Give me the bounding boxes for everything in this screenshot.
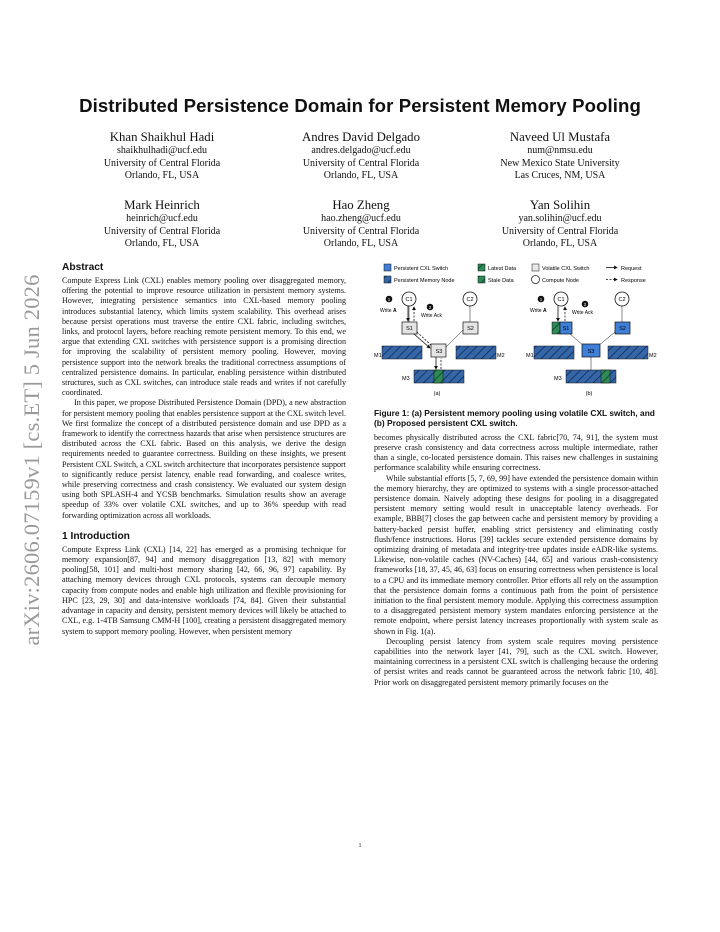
label-c1: C1: [557, 297, 565, 303]
author-location: Orlando, FL, USA: [323, 170, 399, 182]
write-ack-label: Write Ack: [421, 313, 443, 319]
author-affiliation: University of Central Florida: [302, 225, 420, 237]
step-2-label: 2: [583, 302, 587, 307]
author-4: [62, 198, 262, 251]
step-1-label: 1: [539, 297, 543, 302]
legend-persistent-node: Persistent Memory Node: [394, 278, 455, 284]
memory-node-m2: [608, 346, 648, 359]
abstract-paragraph-1: Compute Express Link (CXL) enables memory pooling over disaggregated memory, offering the potential to improve resource utilization in persistent memory systems. However, integrating persistence semantics into CXL-based memory pooling introduces substantial latency, which limits system scalability. This overhead arises because persist operations must traverse the entire CXL fabric, including switches, links, and protocol layers, before reaching remote persistent memory. To this end, we argue that extending CXL switches with persistence support is a promising direction for improving the scalability of persistent memory pooling. However, moving persistence support into the network breaks the traditional correctness assumptions of centralized persistence domains. In particular, enabling persistence within distributed structures, such as CXL switches, can introduce stale reads and writes if not carefully coordinated.: [62, 276, 346, 398]
author-email: hao.zheng@ucf.edu: [321, 213, 401, 224]
label-m3: M3: [402, 376, 410, 382]
memory-node-m1: [534, 346, 574, 359]
introduction-heading: 1 Introduction: [62, 530, 130, 542]
write-a-label: [380, 308, 397, 314]
author-affiliation: New Mexico State University: [500, 157, 620, 169]
abstract-heading: Abstract: [62, 262, 104, 273]
page-number: 1: [358, 842, 362, 849]
figure-legend: [384, 264, 646, 284]
abstract-paragraph-2: In this paper, we propose Distributed Persistence Domain (DPD), a new abstraction for persistent memory pooling that enables persistence support at the CXL switch level. We first formalize the concept of a distributed persistence domain and use DPD as a framework to identify the correctness hazards that arise when persistence structures are distributed across the CXL fabric. Based on this analysis, we derive the design requirements needed to guarantee correctness. Building on these insights, we present Persistent CXL Switch, a CXL switch architecture that incorporates persistence support to significantly reduce persist latency, enable read forwarding, and coalesce writes, while preserving correctness and crash consistency. We evaluated our system design using both SPLASH-4 and YCSB benchmarks. Simulation results show an average speedup of 33% over volatile CXL switches, and up to 36% speedup with read forwarding optimization across all workloads.: [62, 398, 346, 520]
author-name: Andres David Delgado: [302, 130, 420, 144]
author-location: Orlando, FL, USA: [124, 238, 200, 250]
label-m2: M2: [497, 353, 505, 359]
author-email: yan.solihin@ucf.edu: [518, 213, 602, 224]
arxiv-id: arXiv:2606.07159v1 [cs.ET] 5 Jun 2026: [19, 274, 44, 646]
label-s3: S3: [587, 349, 595, 355]
author-3: [460, 130, 660, 183]
link: [446, 330, 463, 347]
figure-part-a: [374, 292, 505, 397]
legend-stale-data: Stale Data: [488, 278, 514, 284]
variable-a: A: [392, 308, 397, 314]
legend-latest-data: Latest Data: [488, 266, 517, 272]
figure-1-caption: Figure 1: (a) Persistent memory pooling using volatile CXL switch, and (b) Proposed persistent CXL switch.: [374, 408, 655, 429]
author-affiliation: University of Central Florida: [501, 225, 619, 237]
figure-part-b: [526, 292, 657, 397]
author-name: Naveed Ul Mustafa: [509, 130, 611, 144]
author-email: andres.delgado@ucf.edu: [311, 145, 411, 156]
legend-response: Response: [621, 278, 646, 284]
latest-data-swatch: [478, 264, 485, 271]
stale-data-block: [601, 370, 610, 383]
legend-request: Request: [621, 266, 642, 272]
variable-a: A: [542, 308, 547, 314]
author-affiliation: University of Central Florida: [103, 225, 221, 237]
author-name: Mark Heinrich: [124, 198, 200, 212]
write-a-label: [530, 308, 547, 314]
latest-data-block: [434, 370, 443, 383]
author-email: heinrich@ucf.edu: [126, 213, 198, 224]
stale-data-swatch: [478, 276, 485, 283]
step-2-label: 2: [428, 305, 432, 310]
label-s1: S1: [562, 326, 570, 332]
author-6: [460, 198, 660, 251]
author-name: Khan Shaikhul Hadi: [109, 130, 215, 144]
label-m3: M3: [554, 376, 562, 382]
persistent-switch-swatch: [384, 264, 391, 271]
author-email: num@nmsu.edu: [527, 145, 593, 156]
left-column: [62, 262, 346, 637]
paper-title: Distributed Persistence Domain for Persistent Memory Pooling: [79, 95, 641, 116]
author-location: Orlando, FL, USA: [124, 170, 200, 182]
body-paragraph-2: While substantial efforts [5, 7, 69, 99] have extended the persistence domain within the memory hierarchy, they are optimized to systems with a single processor-attached persistence domain. Naively adopting these designs for pooling in a disaggregated persistent memory setting would result in unacceptable latency overheads. For example, BBB[7] closes the gap between cache and persistent memory by providing a battery-backed persist buffer, enabling strict persistency and eliminating costly flush/fence instructions. Horus [39] tackles secure extended persistence domains by optimizing draining of metadata and integrity-tree updates inside eADR-like systems. Likewise, non-volatile caches (NV-Caches) [44, 65] and various crash-consistency frameworks [18, 37, 45, 46, 63] focus on ensuring correctness when persistence is local to a CPU and its immediate memory controller. Prior efforts all rely on the assumption that the persistence domain forms a continuous path from the point of persistence initiation to the final persistent memory module. Applying this correctness assumption to a disaggregated persistent memory system mandates enforcing persistence at the remote endpoint, where persist latency increases proportionally with system scale as shown in Fig. 1(a).: [374, 473, 658, 636]
figure-1-diagram: [374, 262, 658, 402]
author-location: Orlando, FL, USA: [522, 238, 598, 250]
author-location: Orlando, FL, USA: [323, 238, 399, 250]
legend-volatile-switch: Volatile CXL Switch: [542, 266, 590, 272]
write-label: Write: [380, 308, 393, 314]
label-m1: M1: [526, 353, 534, 359]
figure-1: [374, 262, 658, 402]
memory-node-m2: [456, 346, 496, 359]
label-s2: S2: [467, 326, 474, 332]
label-m1: M1: [374, 353, 382, 359]
author-2: [261, 130, 461, 183]
author-1: [62, 130, 262, 183]
label-m2: M2: [649, 353, 657, 359]
compute-node-swatch: [532, 276, 540, 284]
legend-persistent-switch: Persistent CXL Switch: [394, 266, 449, 272]
label-s2: S2: [619, 326, 626, 332]
memory-node-m1: [382, 346, 422, 359]
author-affiliation: University of Central Florida: [302, 157, 420, 169]
subfigure-a-label: (a): [433, 391, 441, 397]
label-s1: S1: [406, 326, 413, 332]
author-name: Hao Zheng: [332, 198, 390, 212]
step-1-label: 1: [387, 297, 391, 302]
arxiv-watermark: [14, 250, 50, 670]
body-paragraph-1: becomes physically distributed across the CXL fabric[70, 74, 91], the system must preserve crash consistency and data correctness across multiple intermediate, rather than a single, co-located persistence domain. This raises new challenges in sustaining performance scalability while ensuring correctness.: [374, 432, 658, 473]
label-c2: C2: [618, 297, 626, 303]
author-affiliation: University of Central Florida: [103, 157, 221, 169]
write-ack-label: Write Ack: [572, 310, 594, 316]
write-label: Write: [530, 308, 543, 314]
body-paragraph-3: Decoupling persist latency from system scale requires moving persistence capabilities into the network layer [41, 79], such as the CXL switch. However, maintaining correctness in a persistent CXL switch is challenging because the ordering of persist writes and reads cannot be guaranteed across the network fabric [10, 48]. Prior work on disaggregated persistent memory primarily focuses on the: [374, 636, 658, 687]
right-column: [374, 262, 658, 688]
label-c2: C2: [466, 297, 474, 303]
author-name: Yan Solihin: [529, 198, 591, 212]
link: [598, 332, 615, 346]
legend-compute-node: Compute Node: [542, 278, 579, 284]
latest-data-block: [552, 322, 560, 334]
label-c1: C1: [405, 297, 413, 303]
subfigure-b-label: (b): [585, 391, 593, 397]
persistent-node-swatch: [384, 276, 391, 283]
author-email: shaikhulhadi@ucf.edu: [116, 145, 208, 156]
author-5: [261, 198, 461, 251]
volatile-switch-swatch: [532, 264, 539, 271]
introduction-paragraph-1: Compute Express Link (CXL) [14, 22] has emerged as a promising technique for memory expansion[87, 94] and memory disaggregation [13, 82] with memory pooling[58, 101] and multi-host memory sharing [42, 66, 96, 97] capability. By attaching memory devices through CXL protocols, systems can decouple memory capacity from compute nodes and enable high utilization and flexible provisioning for HPC [23, 29, 30] and data-intensive workloads [74, 84]. Given their substantial advantage in capacity and density, persistent memory devices will likely be attached to CXL, e.g. 1-4TB Samsung CMM-H [100], creating a persistent disaggregated memory system to support memory pooling. However, when persistent memory: [62, 544, 346, 636]
author-location: Las Cruces, NM, USA: [514, 170, 606, 182]
label-s3: S3: [435, 349, 443, 355]
